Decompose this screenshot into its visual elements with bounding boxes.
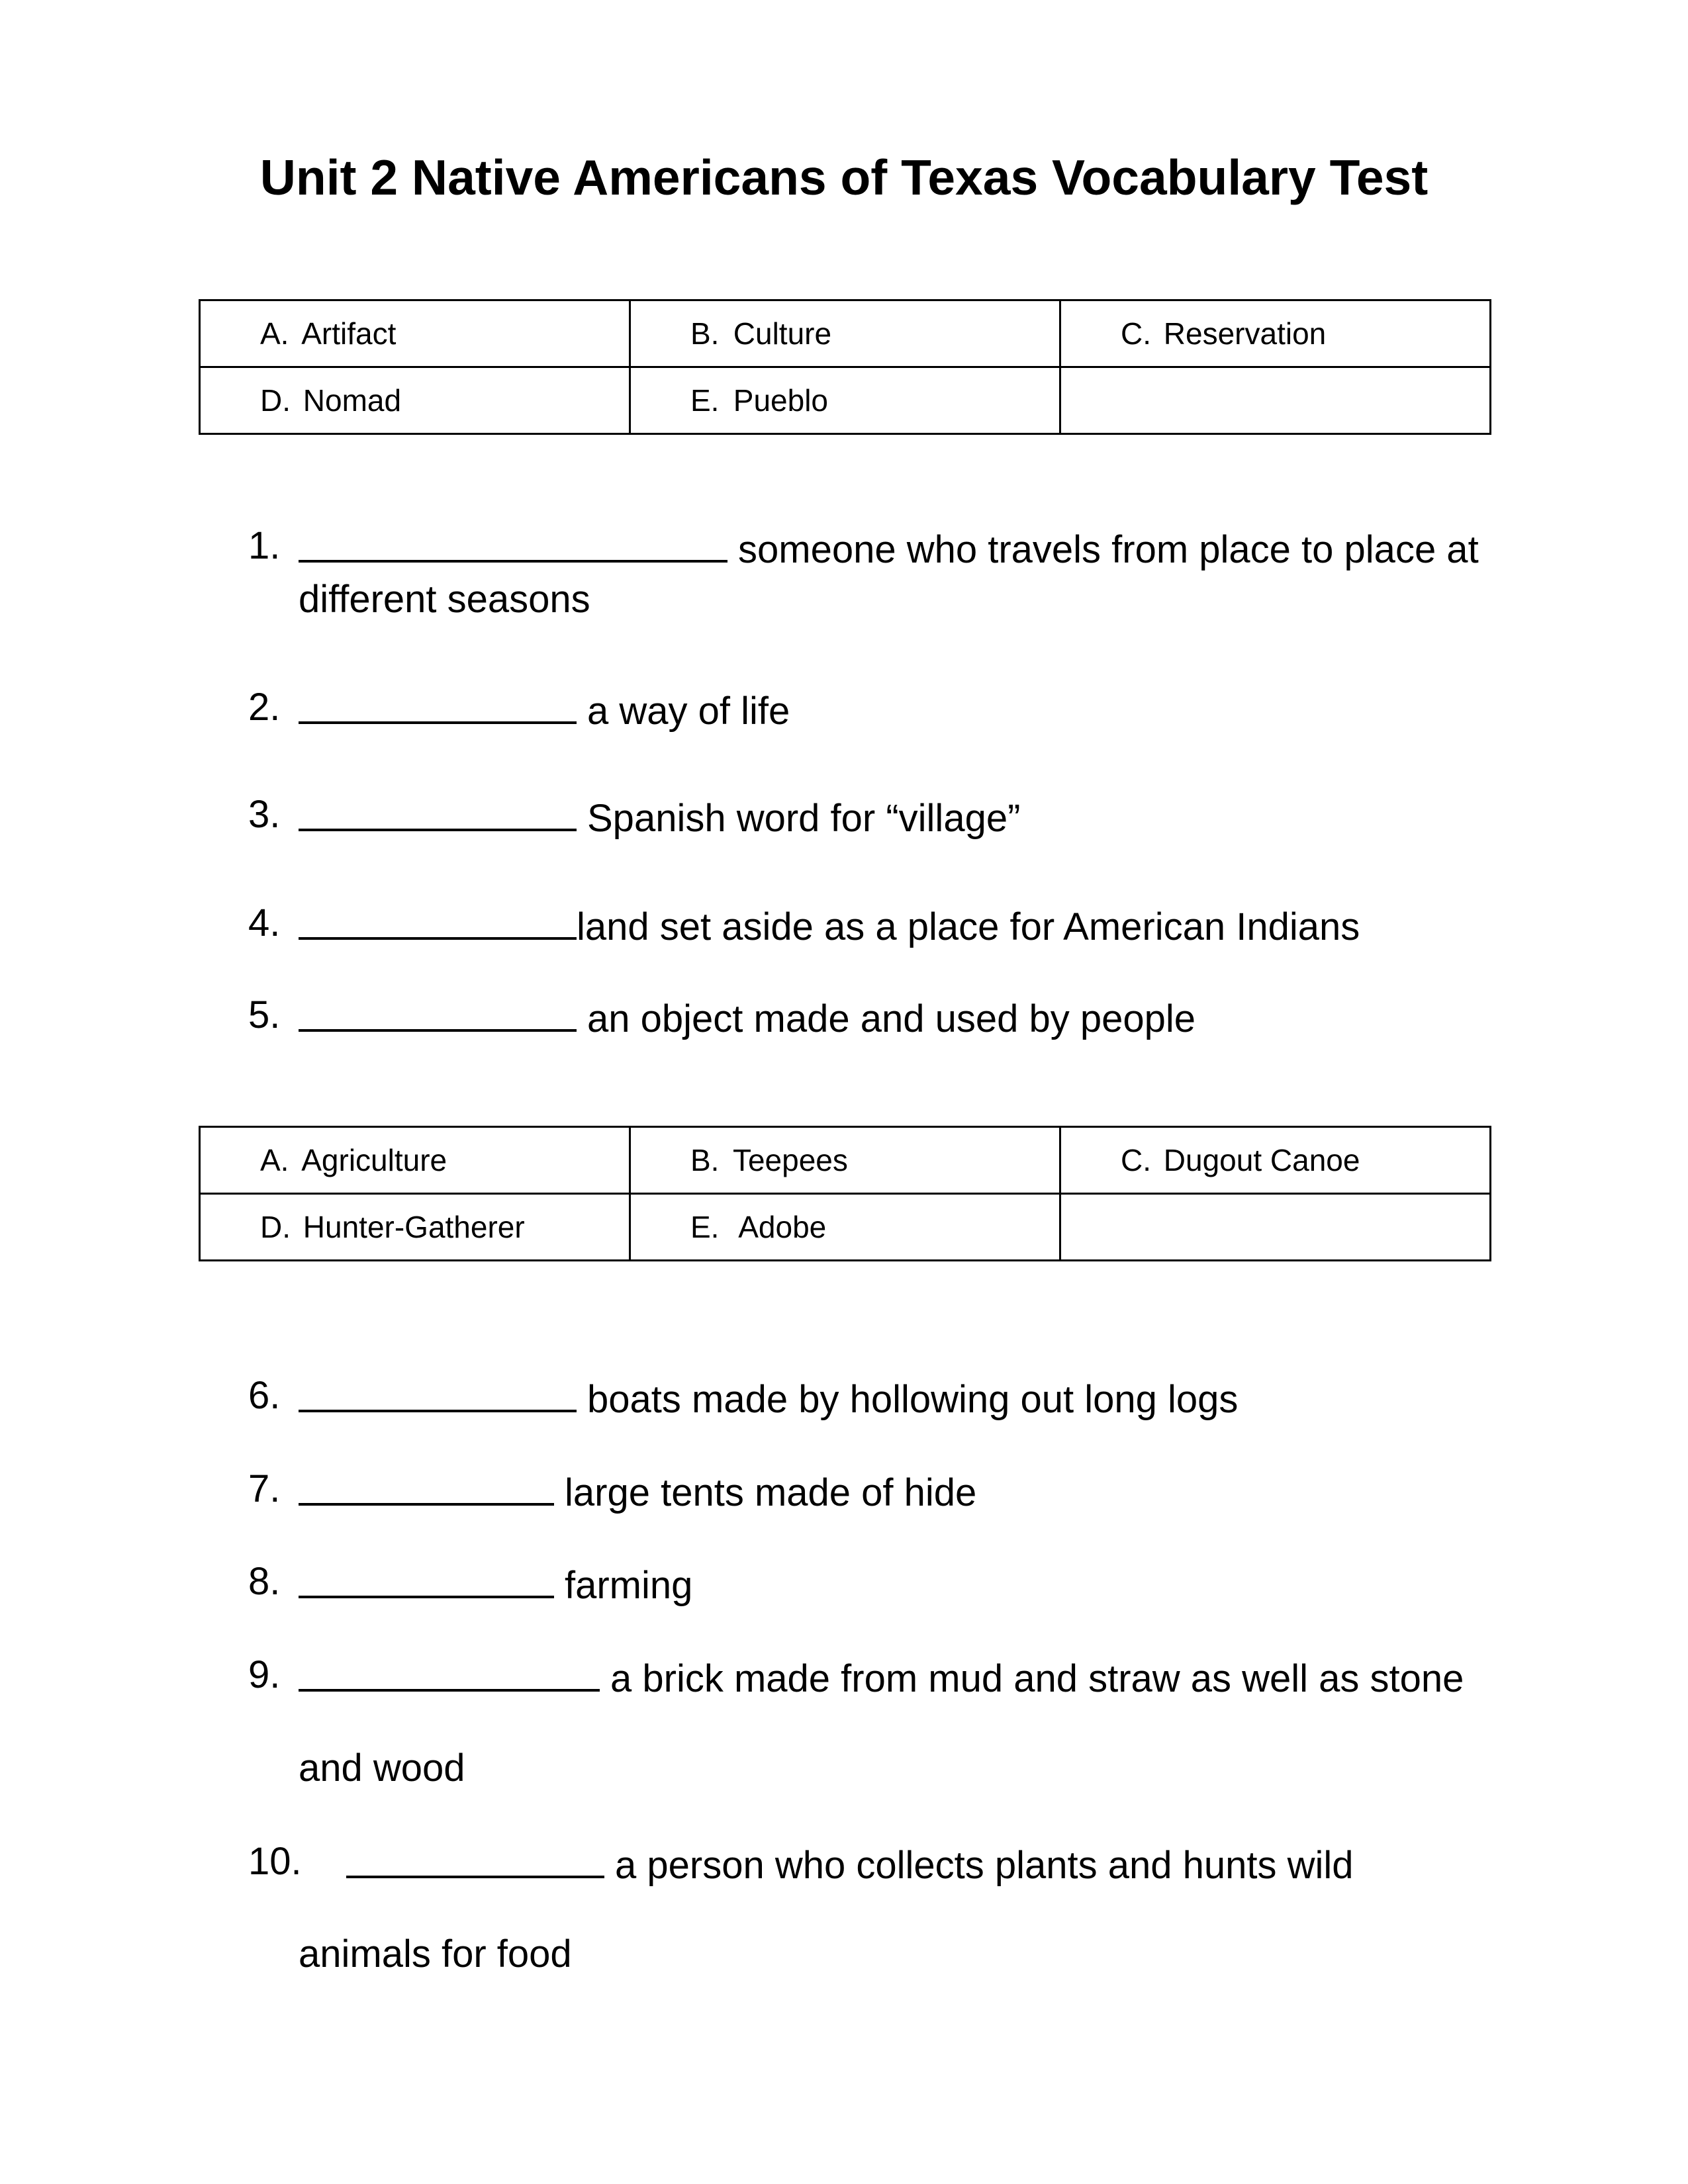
option-word: Teepees (732, 1143, 848, 1177)
option-letter: D. (260, 383, 291, 418)
question-number: 4. (248, 901, 281, 944)
question-text: boats made by hollowing out long logs (587, 1378, 1239, 1421)
question-number: 10. (248, 1840, 302, 1883)
word-bank-cell (200, 367, 630, 434)
question-number: 8. (248, 1560, 281, 1603)
question-text: a person who collects plants and hunts wild (615, 1844, 1354, 1887)
option-word: Reservation (1163, 316, 1327, 351)
answer-blank[interactable] (299, 792, 577, 831)
option-word: Culture (733, 316, 832, 351)
question-text: farming (565, 1564, 693, 1607)
option-letter: C. (1121, 316, 1151, 351)
word-bank-cell (630, 1194, 1060, 1261)
question-number: 7. (248, 1467, 281, 1510)
question-text: Spanish word for “village” (587, 797, 1021, 840)
word-bank-table-1 (199, 299, 1491, 435)
option-letter: E. (690, 1210, 720, 1244)
question-number: 2. (248, 686, 281, 729)
word-bank-cell (630, 300, 1060, 367)
answer-blank[interactable] (299, 1652, 600, 1692)
question-number: 9. (248, 1653, 281, 1696)
word-bank-cell (1060, 1127, 1491, 1194)
option-letter: B. (690, 1143, 720, 1177)
question-continuation: and wood (299, 1747, 465, 1790)
option-letter: A. (260, 316, 289, 351)
answer-blank[interactable] (299, 684, 577, 724)
question-text: a way of life (587, 690, 790, 733)
question-number: 5. (248, 993, 281, 1036)
answer-blank[interactable] (299, 992, 577, 1032)
answer-blank[interactable] (299, 900, 577, 940)
question-text: land set aside as a place for American Indians (577, 905, 1360, 948)
word-bank-table-2 (199, 1126, 1491, 1261)
question-number: 3. (248, 793, 281, 836)
option-word: Dugout Canoe (1163, 1143, 1360, 1177)
word-bank-cell (630, 1127, 1060, 1194)
option-word: Nomad (303, 383, 402, 418)
word-bank-row (200, 1194, 1491, 1261)
answer-blank[interactable] (299, 1373, 577, 1412)
question-text: an object made and used by people (587, 997, 1196, 1040)
word-bank-row (200, 1127, 1491, 1194)
word-bank-empty-cell (1060, 1194, 1491, 1261)
word-bank-row (200, 367, 1491, 434)
question-text: large tents made of hide (565, 1471, 977, 1514)
option-word: Agriculture (301, 1143, 447, 1177)
word-bank-cell (1060, 300, 1491, 367)
option-letter: C. (1121, 1143, 1151, 1177)
word-bank-row (200, 300, 1491, 367)
question-text: a brick made from mud and straw as well as stone (610, 1657, 1464, 1700)
question-continuation: animals for food (299, 1933, 572, 1976)
option-letter: E. (690, 383, 720, 418)
option-word: Artifact (301, 316, 397, 351)
option-word: Adobe (738, 1210, 827, 1244)
page-title: Unit 2 Native Americans of Texas Vocabulary Test (259, 150, 1429, 205)
word-bank-cell (630, 367, 1060, 434)
option-letter: D. (260, 1210, 291, 1244)
question-text: someone who travels from place to place at (738, 528, 1479, 571)
option-word: Pueblo (733, 383, 829, 418)
word-bank-empty-cell (1060, 367, 1491, 434)
answer-blank[interactable] (299, 523, 727, 563)
question-number: 1. (248, 524, 281, 567)
answer-blank[interactable] (346, 1839, 604, 1878)
option-word: Hunter-Gatherer (303, 1210, 525, 1244)
option-letter: A. (260, 1143, 289, 1177)
word-bank-cell (200, 1194, 630, 1261)
word-bank-cell (200, 300, 630, 367)
question-number: 6. (248, 1374, 281, 1417)
answer-blank[interactable] (299, 1466, 554, 1506)
option-letter: B. (690, 316, 720, 351)
answer-blank[interactable] (299, 1559, 554, 1598)
question-continuation: different seasons (299, 578, 590, 621)
word-bank-cell (200, 1127, 630, 1194)
